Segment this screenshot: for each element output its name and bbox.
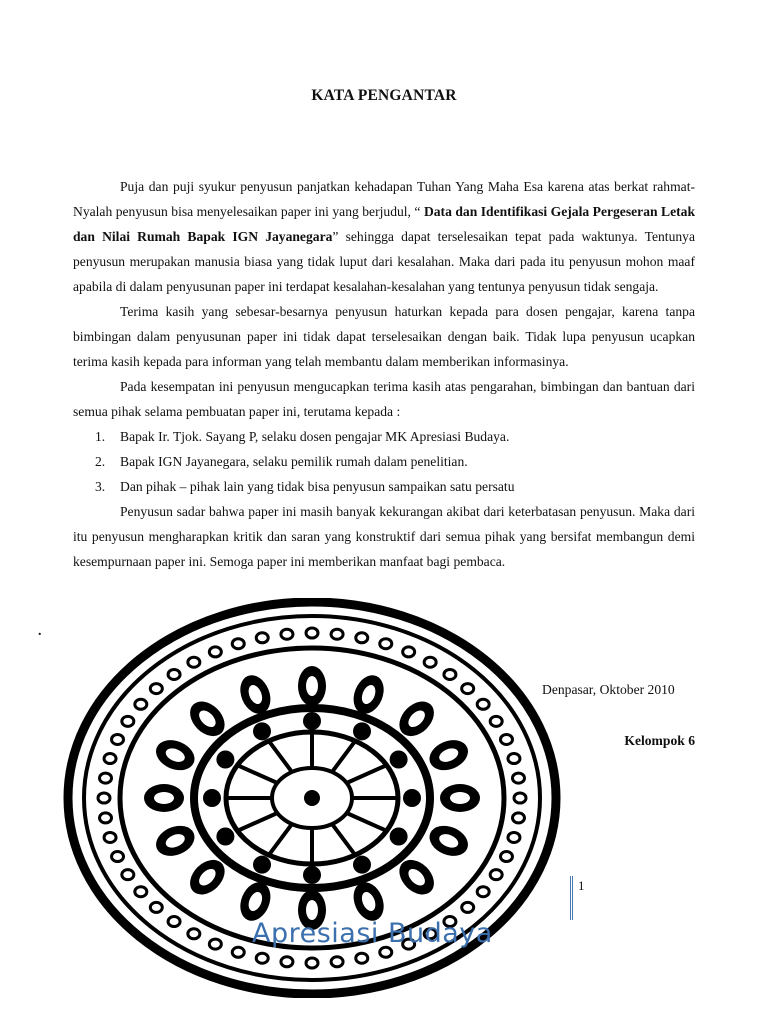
acknowledgement-list [73, 424, 695, 499]
list-item [73, 449, 695, 474]
paragraph-1-intro: Puja dan puji syukur penyusun panjatkan kehadapan Tuhan Yang Maha Esa karena atas berkat rahmat-Nyalah penyusun bisa menyelesaikan paper ini yang berjudul, “ [73, 179, 695, 219]
page-number: 1 [578, 878, 585, 893]
page-title: KATA PENGANTAR [311, 87, 457, 104]
list-number: 3. [95, 479, 106, 494]
stray-mark: . [38, 624, 42, 639]
paragraph-1 [73, 174, 695, 299]
document-body [73, 174, 695, 574]
list-item-text: Bapak Ir. Tjok. Sayang P, selaku dosen pengajar MK Apresiasi Budaya. [120, 429, 510, 444]
group-signature: Kelompok 6 [624, 733, 695, 748]
list-number: 1. [95, 429, 106, 444]
paragraph-1-rest: ” sehingga dapat terselesaikan tepat pada waktunya. Tentunya penyusun merupakan manusia biasa yang tidak luput dari kesalahan. Maka dari pada itu penyusun mohon maaf apabila di dalam penyusunan paper ini terdapat kesalahan-kesalahan yang tentunya penyusun tidak sengaja. [73, 229, 695, 294]
paper-title: Data dan Identifikasi Gejala Pergeseran Letak dan Nilai Rumah Bapak IGN Jayanegara [73, 204, 696, 244]
paragraph-3: Pada kesempatan ini penyusun mengucapkan terima kasih atas pengarahan, bimbingan dan bantuan dari semua pihak selama pembuatan paper ini, terutama kepada : [73, 379, 695, 419]
list-item [73, 424, 695, 449]
list-item [73, 474, 695, 499]
list-item-text: Bapak IGN Jayanegara, selaku pemilik rumah dalam penelitian. [120, 454, 468, 469]
paragraph-4: Penyusun sadar bahwa paper ini masih banyak kekurangan akibat dari keterbatasan penyusun. Maka dari itu penyusun mengharapkan kritik dan saran yang konstruktif dari semua pihak yang bersifat membangun demi kesempurnaan paper ini. Semoga paper ini memberikan manfaat bagi pembaca. [73, 504, 695, 569]
list-item-text: Dan pihak – pihak lain yang tidak bisa penyusun sampaikan satu persatu [120, 479, 515, 494]
footer-text: Apresiasi Budaya [252, 918, 493, 949]
list-number: 2. [95, 454, 106, 469]
paragraph-2: Terima kasih yang sebesar-besarnya penyusun haturkan kepada para dosen pengajar, karena tanpa bimbingan dalam penyusunan paper ini tidak dapat terselesaikan dengan baik. Tidak lupa penyusun ucapkan terima kasih kepada para informan yang telah membantu dalam memberikan informasinya. [73, 304, 695, 369]
place-date: Denpasar, Oktober 2010 [542, 682, 675, 697]
